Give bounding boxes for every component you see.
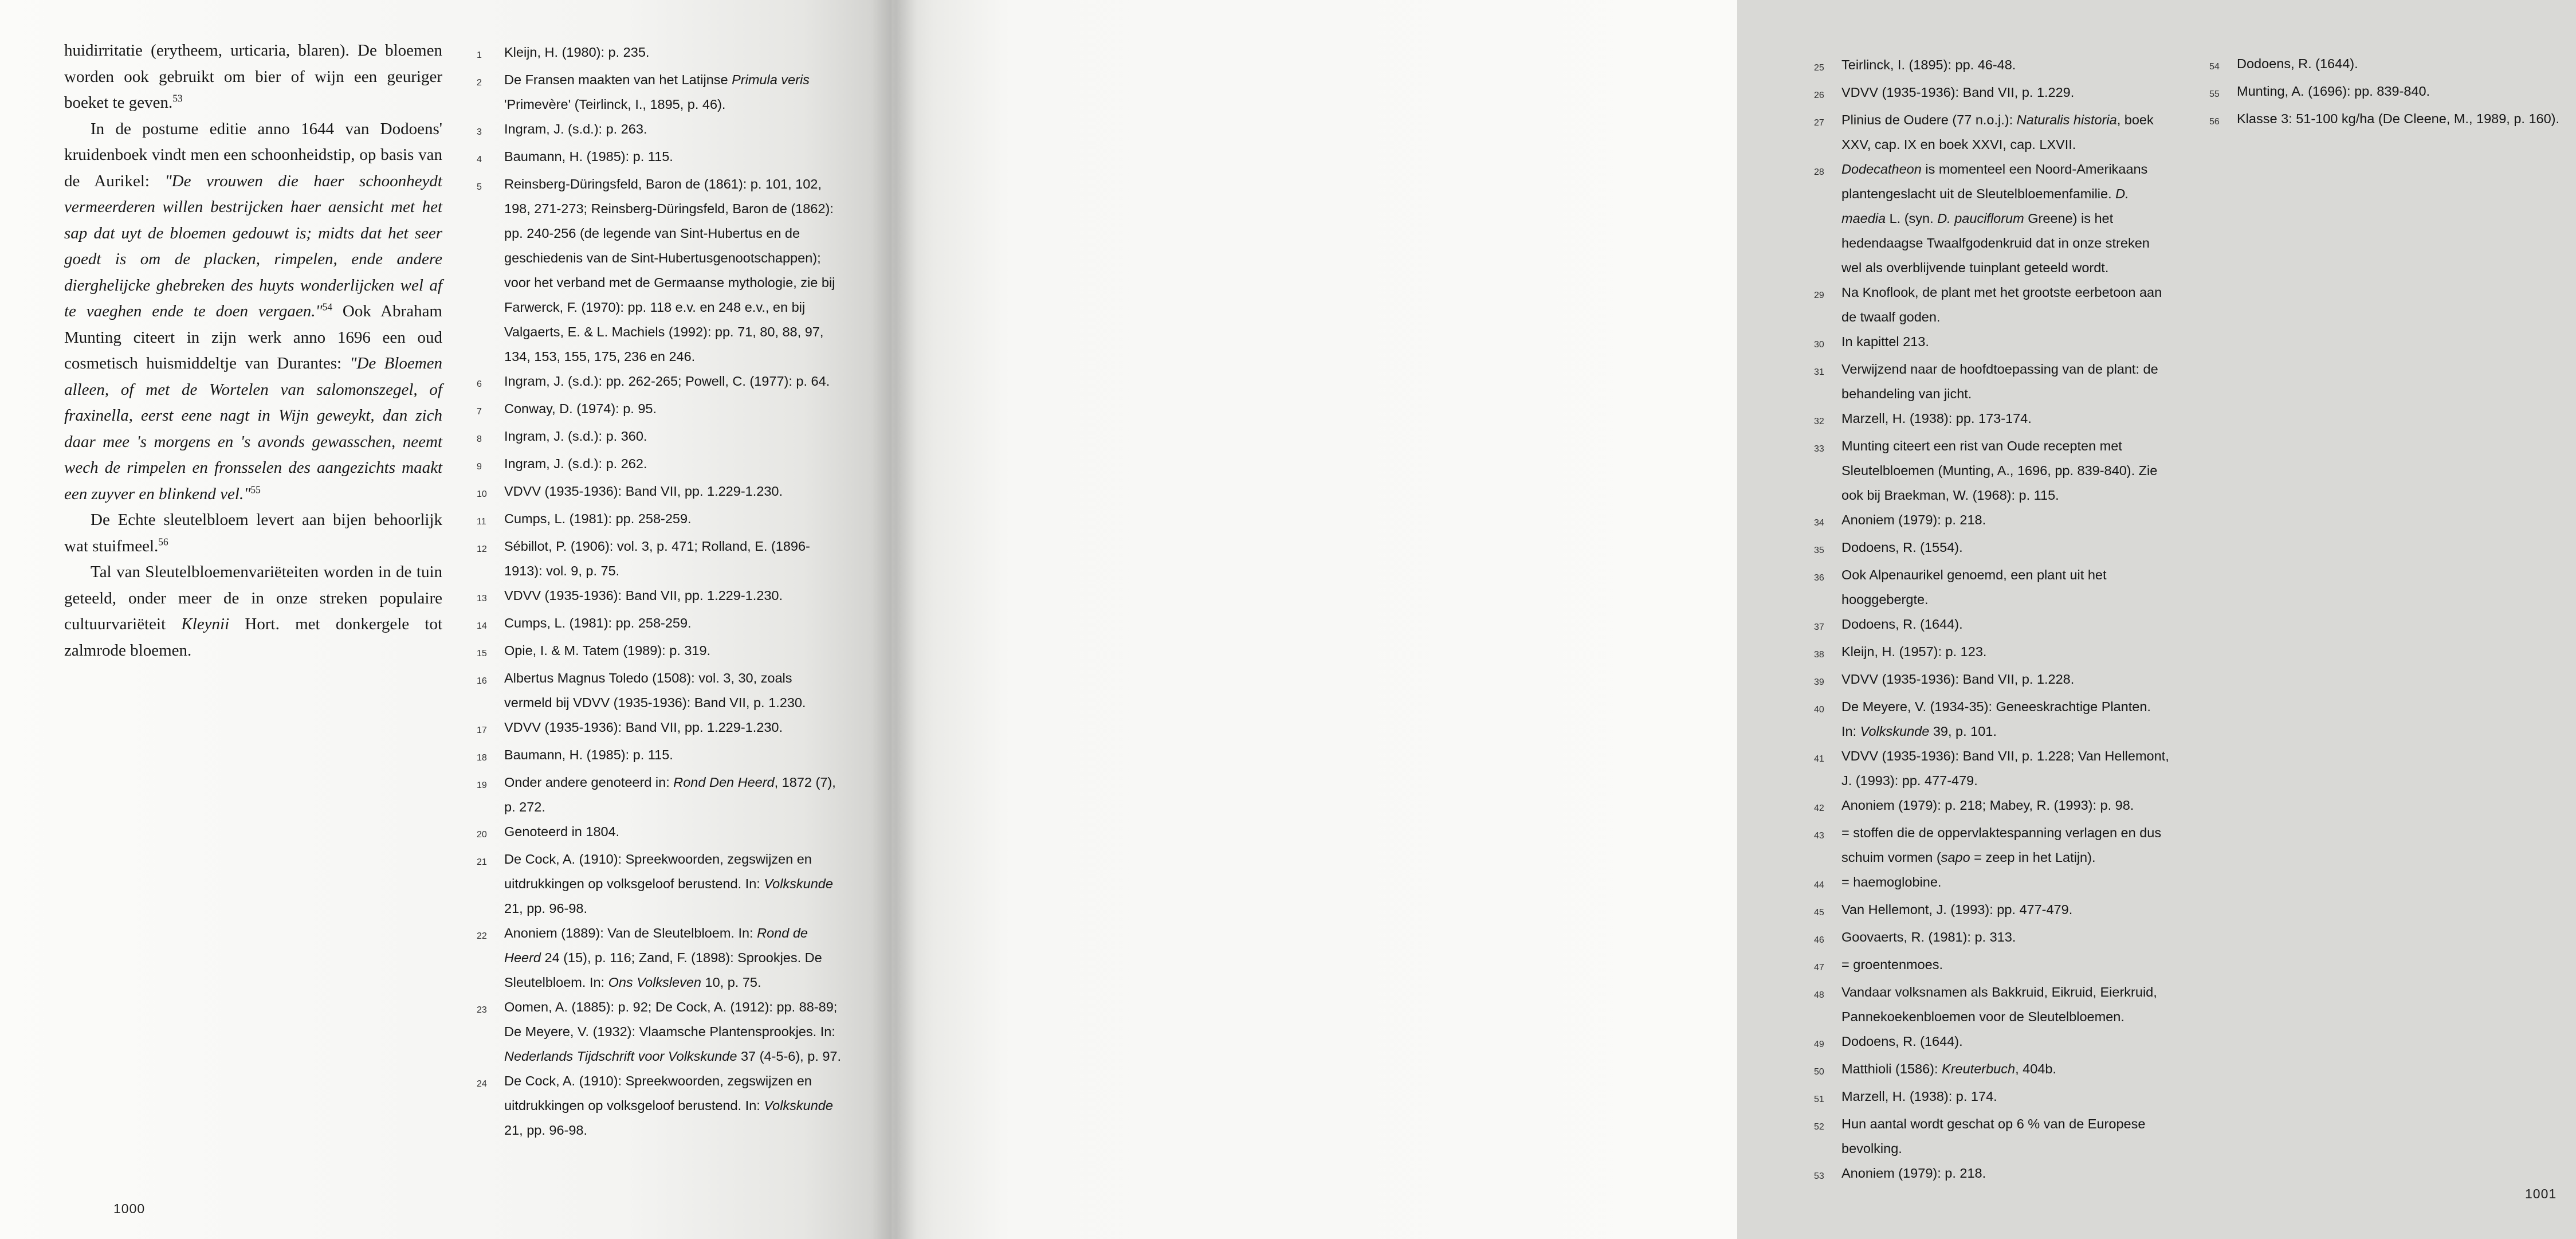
endnotes-column-right-1 [1814, 53, 2169, 1189]
text-run: Dodoens, R. (1644). [1841, 1034, 1963, 1049]
endnote [1814, 667, 2169, 695]
text-run: Marzell, H. (1938): p. 174. [1841, 1089, 1997, 1104]
endnote [477, 638, 843, 666]
text-run: is momenteel een Noord-Amerikaans plantengeslacht uit de Sleutelbloemenfamilie. [1841, 162, 2148, 201]
text-run: = zeep in het Latijn). [1970, 850, 2096, 865]
endnote-text [1841, 434, 2169, 508]
endnote-text [1841, 925, 2169, 952]
endnote-number: 16 [477, 676, 487, 686]
endnote-number: 2 [477, 78, 482, 88]
endnote-text [504, 715, 843, 743]
endnote-text [1841, 406, 2169, 434]
endnote-number: 39 [1814, 677, 1824, 687]
text-run: De Cock, A. (1910): Spreekwoorden, zegswijzen en uitdrukkingen op volksgeloof berustend. In: [504, 852, 812, 891]
text-run: In de postume editie anno 1644 van Dodoens' kruidenboek vindt men een schoonheidstip, op basis van de Aurikel: [64, 119, 442, 190]
endnote-number: 43 [1814, 831, 1824, 841]
endnote-text [1841, 1084, 2169, 1112]
endnote-text [1841, 563, 2169, 612]
endnote [1814, 1112, 2169, 1161]
text-run: VDVV (1935-1936): Band VII, pp. 1.229-1.230. [504, 588, 783, 603]
text-run: Albertus Magnus Toledo (1508): vol. 3, 30, zoals vermeld bij VDVV (1935-1936): Band VII, p. 1.230. [504, 671, 806, 710]
endnote [1814, 1161, 2169, 1189]
endnote-text [1841, 108, 2169, 157]
endnote-text [1841, 357, 2169, 406]
text-run: 39, p. 101. [1929, 724, 1997, 739]
endnote-text [504, 820, 843, 847]
endnote-text [1841, 897, 2169, 925]
italic-text: Primula veris [732, 72, 810, 87]
italic-text: Rond Den Heerd [673, 775, 775, 790]
endnote [1814, 508, 2169, 535]
text-run: Kleijn, H. (1980): p. 235. [504, 45, 650, 60]
text-run: Klasse 3: 51-100 kg/ha (De Cleene, M., 1989, p. 160). [2237, 111, 2560, 126]
endnote-number: 18 [477, 753, 487, 763]
text-run: Ingram, J. (s.d.): p. 263. [504, 121, 647, 136]
text-run: Conway, D. (1974): p. 95. [504, 401, 657, 416]
text-run: De Echte sleutelbloem levert aan bijen behoorlijk wat stuifmeel. [64, 511, 442, 555]
endnotes-column-left [477, 40, 843, 1143]
italic-text: "De Bloemen alleen, of met de Wortelen van salomonszegel, of fraxinella, eerst eene nagt in Wijn geweykt, dan zich daar mee 's morgens en 's avonds gewasschen, neemt wech de rimpelen en fronsselen des aangezichts maakt een zuyver en blinkend vel." [64, 354, 443, 503]
endnote-number: 11 [477, 517, 486, 527]
text-run: 10, p. 75. [701, 975, 761, 990]
text-run: Onder andere genoteerd in: [504, 775, 674, 790]
right-page [892, 0, 2560, 1239]
endnote [477, 534, 843, 583]
endnote-number: 34 [1814, 518, 1824, 528]
endnote-number: 13 [477, 594, 487, 603]
endnote-number: 41 [1814, 754, 1824, 764]
bleed-through-text [86, 676, 441, 752]
italic-text: D. pauciflorum [1937, 211, 2024, 226]
text-run: Baumann, H. (1985): p. 115. [504, 149, 673, 164]
endnote [477, 583, 843, 611]
italic-text: Dodecatheon [1841, 162, 1922, 177]
endnote-text [504, 479, 843, 507]
text-run: Dodoens, R. (1644). [1841, 617, 1963, 632]
endnote-text [504, 995, 843, 1069]
endnote [1814, 925, 2169, 952]
text-run: Dodoens, R. (1554). [1841, 540, 1963, 555]
endnote-number: 42 [1814, 803, 1824, 813]
endnote [477, 40, 843, 68]
text-run: Matthioli (1586): [1841, 1061, 1942, 1076]
endnote-number: 24 [477, 1079, 487, 1089]
text-run: Reinsberg-Düringsfeld, Baron de (1861): p. 101, 102, 198, 271-273; Reinsberg-Düringsfeld, Baron de (1862): pp. 240-256 (de legende van Sint-Hubertus en de geschiedenis van de Sint-Hubertusgenootschappen); voor het verband met de Germaanse mythologie, zie bij Farwerck, F. (1970): pp. 118 e.v. en 248 e.v., en bij Valgaerts, E. & L. Machiels (1992): pp. 71, 80, 88, 97, 134, 153, 155, 175, 236 en 246. [504, 177, 835, 364]
text-run: VDVV (1935-1936): Band VII, p. 1.228; Van Hellemont, J. (1993): pp. 477-479. [1841, 748, 2169, 788]
text-run: , 1872 (7), p. 272. [504, 775, 836, 814]
endnote-number: 26 [1814, 91, 1824, 100]
left-page [0, 0, 892, 1239]
endnote-text [1841, 1029, 2169, 1057]
text-run: VDVV (1935-1936): Band VII, p. 1.229. [1841, 85, 2075, 100]
endnote-text [2237, 107, 2576, 134]
endnote-text [504, 921, 843, 995]
endnote [1814, 406, 2169, 434]
text-run: Anoniem (1979): p. 218; Mabey, R. (1993): p. 98. [1841, 798, 2134, 813]
endnote-text [1841, 952, 2169, 980]
text-run: Vandaar volksnamen als Bakkruid, Eikruid, Eierkruid, Pannekoekenbloemen voor de Sleutelbloemen. [1841, 985, 2157, 1024]
endnote [477, 117, 843, 144]
text-run: , boek XXV, cap. IX en boek XXVI, cap. LXVII. [1841, 112, 2154, 152]
italic-text: Kreuterbuch [1942, 1061, 2016, 1076]
endnote-number: 37 [1814, 622, 1824, 632]
endnote [477, 397, 843, 424]
endnote [477, 1069, 843, 1143]
italic-text: D. maedia [1841, 186, 2129, 226]
italic-text: Volkskunde [1860, 724, 1930, 739]
text-run: Ingram, J. (s.d.): p. 360. [504, 429, 647, 444]
endnote-text [1841, 280, 2169, 330]
text-run: Teirlinck, I. (1895): pp. 46-48. [1841, 57, 2016, 72]
text-run: VDVV (1935-1936): Band VII, pp. 1.229-1.230. [504, 720, 783, 735]
text-run: De Cock, A. (1910): Spreekwoorden, zegswijzen en uitdrukkingen op volksgeloof berustend. In: [504, 1073, 812, 1113]
endnote-text [504, 452, 843, 479]
endnote-text [1841, 1112, 2169, 1161]
endnote [477, 452, 843, 479]
note-reference: 55 [250, 483, 261, 495]
page-number-left: 1000 [113, 1201, 146, 1216]
body-paragraph [64, 559, 442, 664]
text-run: Greene) is het hedendaagse Twaalfgodenkruid dat in onze streken wel als overblijvende tuinplant geteeld wordt. [1841, 211, 2150, 275]
endnote [477, 921, 843, 995]
endnote-number: 22 [477, 931, 487, 941]
endnote-text [1841, 667, 2169, 695]
text-run: L. (syn. [1886, 211, 1938, 226]
text-run: Anoniem (1979): p. 218. [1841, 512, 1986, 527]
endnote [1814, 870, 2169, 897]
endnote-text [1841, 744, 2169, 793]
endnote-number: 32 [1814, 417, 1824, 426]
endnote-text [1841, 1161, 2169, 1189]
endnote-text [504, 770, 843, 820]
endnote [1814, 563, 2169, 612]
endnote [477, 507, 843, 534]
endnote-number: 48 [1814, 990, 1824, 1000]
endnote-text [1841, 535, 2169, 563]
endnote [1814, 357, 2169, 406]
text-run: Verwijzend naar de hoofdtoepassing van de plant: de behandeling van jicht. [1841, 362, 2158, 401]
italic-text: Volkskunde [764, 1098, 833, 1113]
text-run: Goovaerts, R. (1981): p. 313. [1841, 930, 2016, 944]
endnote [477, 369, 843, 397]
endnote-text [504, 743, 843, 770]
body-paragraph [64, 38, 442, 116]
text-run: Hort. met donkergele tot zalmrode bloemen. [64, 615, 442, 660]
endnote-text [504, 117, 843, 144]
endnote-number: 40 [1814, 705, 1824, 715]
endnote-text [1841, 793, 2169, 821]
endnote-number: 19 [477, 781, 487, 790]
endnote [2209, 79, 2576, 107]
endnote-text [1841, 1057, 2169, 1084]
endnote-number: 38 [1814, 650, 1824, 660]
text-run: huidirritatie (erytheem, urticaria, blaren). De bloemen worden ook gebruikt om bier of wijn een geuriger boeket te geven. [64, 41, 442, 112]
italic-text: Naturalis historia [2016, 112, 2117, 127]
text-run: De Fransen maakten van het Latijnse [504, 72, 732, 87]
endnote-number: 56 [2209, 117, 2220, 127]
endnote-text [504, 369, 843, 397]
endnote-text [1841, 330, 2169, 357]
text-run: Hun aantal wordt geschat op 6 % van de Europese bevolking. [1841, 1116, 2146, 1156]
text-run: Anoniem (1889): Van de Sleutelbloem. In: [504, 926, 757, 940]
endnote-text [1841, 508, 2169, 535]
italic-text: Volkskunde [764, 876, 833, 891]
endnote-text [504, 397, 843, 424]
endnote-number: 46 [1814, 935, 1824, 945]
endnote-text [2237, 52, 2576, 79]
endnote-number: 5 [477, 182, 482, 192]
endnote-number: 1 [477, 50, 482, 60]
endnote-text [1841, 53, 2169, 80]
text-run: Opie, I. & M. Tatem (1989): p. 319. [504, 643, 711, 658]
endnote-number: 4 [477, 155, 482, 164]
text-run: Na Knoflook, de plant met het grootste eerbetoon aan de twaalf goden. [1841, 285, 2162, 324]
endnote-text [1841, 821, 2169, 870]
endnote-number: 7 [477, 407, 482, 417]
page-number-right: 1001 [2525, 1186, 2557, 1201]
endnote [477, 743, 843, 770]
endnote [1814, 952, 2169, 980]
endnote-text [1841, 157, 2169, 280]
endnote [1814, 821, 2169, 870]
endnote [1814, 330, 2169, 357]
endnote [1814, 744, 2169, 793]
endnote-number: 55 [2209, 89, 2220, 99]
italic-text: Nederlands Tijdschrift voor Volkskunde [504, 1049, 737, 1064]
text-run: Marzell, H. (1938): pp. 173-174. [1841, 411, 2032, 426]
note-reference: 54 [322, 301, 333, 313]
text-run: Van Hellemont, J. (1993): pp. 477-479. [1841, 902, 2073, 917]
endnote-number: 47 [1814, 963, 1824, 973]
endnote-text [504, 40, 843, 68]
endnote [1814, 1029, 2169, 1057]
endnote-number: 25 [1814, 63, 1824, 73]
endnote [1814, 897, 2169, 925]
text-run: Sébillot, P. (1906): vol. 3, p. 471; Rolland, E. (1896-1913): vol. 9, p. 75. [504, 539, 810, 578]
endnote-number: 49 [1814, 1040, 1824, 1049]
text-run: In kapittel 213. [1841, 334, 1929, 349]
endnote-number: 14 [477, 621, 487, 631]
endnote [477, 68, 843, 117]
text-run: VDVV (1935-1936): Band VII, pp. 1.229-1.230. [504, 484, 783, 499]
endnote-number: 6 [477, 379, 482, 389]
endnote-text [504, 172, 843, 369]
text-run: Plinius de Oudere (77 n.o.j.): [1841, 112, 2017, 127]
book-gutter-shadow [871, 0, 917, 1239]
endnote [1814, 980, 2169, 1029]
text-run: Ook Abraham Munting citeert in zijn werk anno 1696 een oud cosmetisch huismiddeltje van Durantes: [64, 302, 442, 373]
text-run: Ingram, J. (s.d.): p. 262. [504, 456, 647, 471]
endnote-number: 45 [1814, 908, 1824, 918]
text-run: = stoffen die de oppervlaktespanning verlagen en dus schuim vormen ( [1841, 825, 2162, 865]
text-run: 24 (15), p. 116; Zand, F. (1898): Sprookjes. De Sleutelbloem. In: [504, 950, 822, 990]
endnote-text [504, 144, 843, 172]
endnote [477, 666, 843, 715]
endnote-number: 53 [1814, 1171, 1824, 1181]
body-paragraph [64, 507, 442, 559]
endnote-number: 15 [477, 649, 487, 658]
endnote-number: 50 [1814, 1067, 1824, 1077]
endnote [477, 847, 843, 921]
text-run: Baumann, H. (1985): p. 115. [504, 747, 673, 762]
endnote [1814, 157, 2169, 280]
endnote [1814, 612, 2169, 640]
endnote [1814, 535, 2169, 563]
endnote [1814, 793, 2169, 821]
endnote-number: 33 [1814, 444, 1824, 454]
endnote [2209, 52, 2576, 79]
endnote-text [1841, 80, 2169, 108]
text-run: Munting citeert een rist van Oude recepten met Sleutelbloemen (Munting, A., 1696, pp. 839-840). Zie ook bij Braekman, W. (1968): p. 115. [1841, 438, 2158, 503]
endnote [477, 715, 843, 743]
text-run: VDVV (1935-1936): Band VII, p. 1.228. [1841, 672, 2075, 687]
endnote-text [1841, 612, 2169, 640]
endnote [1814, 434, 2169, 508]
text-run: Tal van Sleutelbloemenvariëteiten worden in de tuin geteeld, onder meer de in onze streken populaire cultuurvariëteit [64, 563, 442, 633]
endnote-number: 12 [477, 544, 487, 554]
endnote-text [504, 507, 843, 534]
endnote-text [2237, 79, 2576, 107]
endnote-text [504, 638, 843, 666]
endnote [2209, 107, 2576, 134]
text-run: Ingram, J. (s.d.): pp. 262-265; Powell, C. (1977): p. 64. [504, 374, 830, 389]
endnote-number: 35 [1814, 546, 1824, 555]
endnote [477, 611, 843, 638]
text-run: = groentenmoes. [1841, 957, 1943, 972]
text-run: Cumps, L. (1981): pp. 258-259. [504, 615, 692, 630]
italic-text: Ons Volksleven [608, 975, 701, 990]
endnote-number: 44 [1814, 880, 1824, 890]
endnote-text [504, 583, 843, 611]
endnote-number: 3 [477, 127, 482, 137]
endnote-number: 36 [1814, 573, 1824, 583]
endnote [477, 770, 843, 820]
note-reference: 53 [172, 92, 183, 104]
endnote-text [504, 611, 843, 638]
text-run: = haemoglobine. [1841, 875, 1942, 889]
endnote-number: 51 [1814, 1095, 1824, 1104]
endnote [1814, 80, 2169, 108]
endnote [1814, 53, 2169, 80]
endnote-number: 10 [477, 489, 487, 499]
text-run: Oomen, A. (1885): p. 92; De Cock, A. (1912): pp. 88-89; De Meyere, V. (1932): Vlaamsche Plantensprookjes. In: [504, 999, 838, 1039]
endnote-number: 17 [477, 726, 487, 735]
text-run: Genoteerd in 1804. [504, 824, 620, 839]
endnote-number: 9 [477, 462, 482, 472]
text-run: , 404b. [2015, 1061, 2056, 1076]
endnote [477, 820, 843, 847]
endnote-text [1841, 980, 2169, 1029]
endnote-text [504, 534, 843, 583]
endnote-text [1841, 870, 2169, 897]
body-text-column [64, 38, 442, 664]
italic-text: sapo [1941, 850, 1970, 865]
text-run: 37 (4-5-6), p. 97. [737, 1049, 842, 1064]
endnotes-column-right-2 [2209, 52, 2576, 134]
endnote-number: 20 [477, 830, 487, 840]
endnote-text [504, 666, 843, 715]
text-run: Ook Alpenaurikel genoemd, een plant uit het hooggebergte. [1841, 567, 2107, 607]
endnote [1814, 640, 2169, 667]
endnote-number: 31 [1814, 367, 1824, 377]
endnote-text [504, 424, 843, 452]
endnote [477, 172, 843, 369]
text-run: 21, pp. 96-98. [504, 901, 588, 916]
endnote [1814, 1084, 2169, 1112]
endnote [1814, 108, 2169, 157]
endnote-text [504, 68, 843, 117]
text-run: De Meyere, V. (1934-35): Geneeskrachtige Planten. In: [1841, 699, 2151, 739]
text-run: Dodoens, R. (1644). [2237, 56, 2358, 71]
endnote-number: 54 [2209, 62, 2220, 72]
endnote-number: 28 [1814, 167, 1824, 177]
text-run: 'Primevère' (Teirlinck, I., 1895, p. 46). [504, 97, 726, 112]
endnote-number: 27 [1814, 118, 1824, 128]
endnote-text [1841, 695, 2169, 744]
endnote [477, 424, 843, 452]
endnote-number: 21 [477, 857, 487, 867]
endnote-text [504, 847, 843, 921]
text-run: 21, pp. 96-98. [504, 1123, 588, 1138]
italic-text: Rond de Heerd [504, 926, 808, 965]
endnote [477, 144, 843, 172]
endnote [477, 995, 843, 1069]
endnote-number: 29 [1814, 291, 1824, 300]
endnote-text [504, 1069, 843, 1143]
endnote-number: 30 [1814, 340, 1824, 350]
text-run: Anoniem (1979): p. 218. [1841, 1166, 1986, 1181]
endnote-number: 8 [477, 434, 482, 444]
endnote [477, 479, 843, 507]
text-run: Kleijn, H. (1957): p. 123. [1841, 644, 1987, 659]
note-reference: 56 [158, 535, 168, 547]
text-run: Cumps, L. (1981): pp. 258-259. [504, 511, 692, 526]
italic-text: "De vrouwen die haer schoonheydt vermeerderen willen bestrijcken haer aensicht met het sap dat uyt de bloemen gedouwt is; midts dat het seer goedt is om de placken, rimpelen, ende andere dierghelijcke ghebreken des huyts wonderlijcken wel af te vaeghen ende te doen vergaen." [64, 171, 442, 320]
endnote-number: 23 [477, 1005, 487, 1015]
endnote-text [1841, 640, 2169, 667]
endnote [1814, 695, 2169, 744]
endnote-number: 52 [1814, 1122, 1824, 1132]
body-paragraph [64, 116, 442, 508]
italic-text: Kleynii [181, 615, 230, 633]
endnote [1814, 1057, 2169, 1084]
text-run: Munting, A. (1696): pp. 839-840. [2237, 84, 2430, 99]
endnote [1814, 280, 2169, 330]
